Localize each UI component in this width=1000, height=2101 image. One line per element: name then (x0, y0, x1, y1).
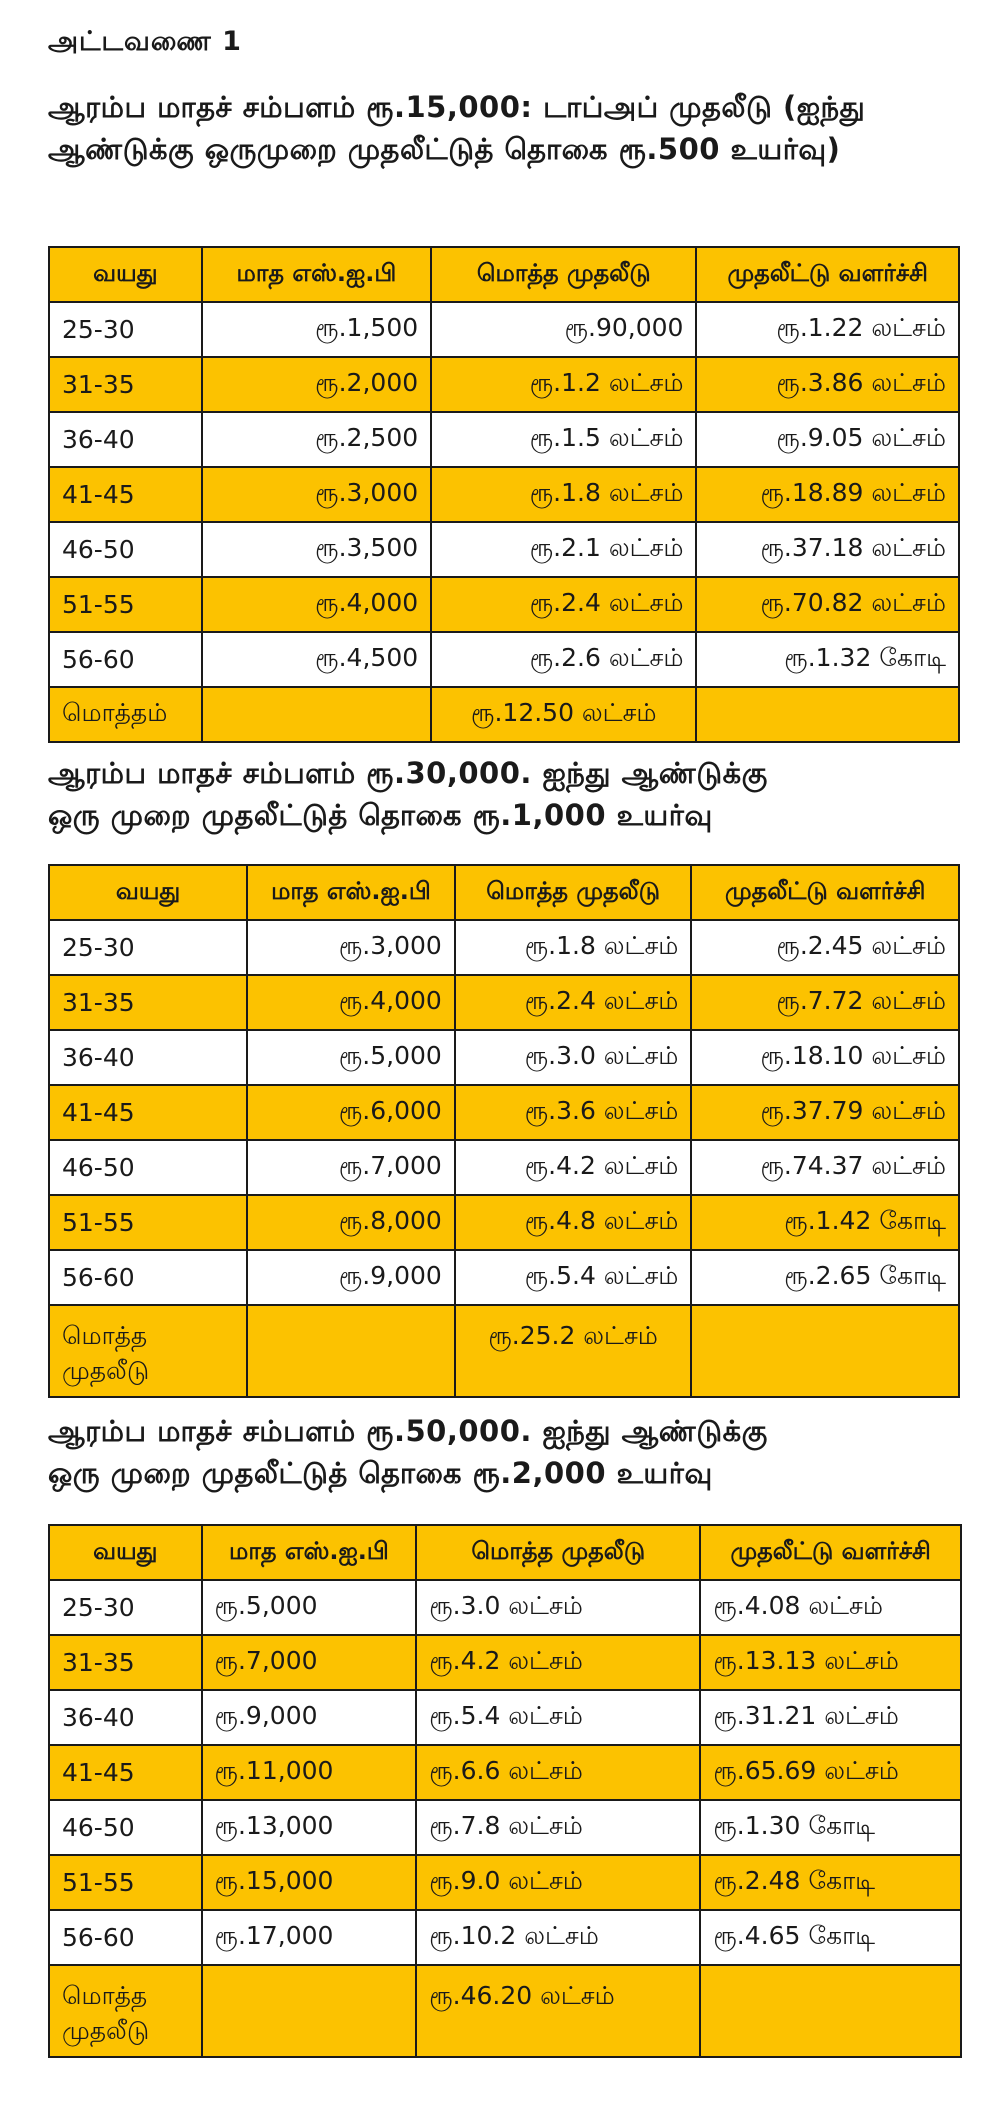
table-row (49, 1580, 961, 1635)
age-cell: 46-50 (49, 1800, 202, 1855)
total-investment-cell: ரூ.1.5 லட்சம் (431, 412, 696, 467)
total-investment-cell: ரூ.9.0 லட்சம் (416, 1855, 700, 1910)
investment-growth-cell: ரூ.31.21 லட்சம் (700, 1690, 961, 1745)
age-cell: 36-40 (49, 1690, 202, 1745)
total-investment-cell: ரூ.90,000 (431, 302, 696, 357)
monthly-sip-cell: ரூ.9,000 (247, 1250, 455, 1305)
table-row (49, 1635, 961, 1690)
age-cell: 36-40 (49, 412, 202, 467)
total-investment-cell: ரூ.2.1 லட்சம் (431, 522, 696, 577)
investment-growth-cell: ரூ.4.08 லட்சம் (700, 1580, 961, 1635)
age-cell: 51-55 (49, 1195, 247, 1250)
table-row (49, 1140, 959, 1195)
monthly-sip-cell: ரூ.9,000 (202, 1690, 417, 1745)
total-investment-cell: ரூ.1.8 லட்சம் (455, 920, 692, 975)
age-cell: 25-30 (49, 920, 247, 975)
total-empty-cell (247, 1305, 455, 1397)
total-label: மொத்த முதலீடு (49, 1965, 202, 2057)
table-row (49, 632, 959, 687)
table-row (49, 1690, 961, 1745)
total-empty-cell (696, 687, 959, 742)
age-cell: 31-35 (49, 1635, 202, 1690)
total-label: மொத்த முதலீடு (49, 1305, 247, 1397)
total-value: ரூ.12.50 லட்சம் (431, 687, 696, 742)
total-label: மொத்தம் (49, 687, 202, 742)
table-row (49, 467, 959, 522)
total-investment-cell: ரூ.2.4 லட்சம் (455, 975, 692, 1030)
table2-heading-line1: ஆரம்ப மாதச் சம்பளம் ரூ.30,000. ஐந்து ஆண்டுக்கு (48, 756, 768, 790)
monthly-sip-cell: ரூ.2,500 (202, 412, 431, 467)
table3-heading-line1: ஆரம்ப மாதச் சம்பளம் ரூ.50,000. ஐந்து ஆண்டுக்கு (48, 1414, 768, 1448)
header-monthly-sip: மாத எஸ்.ஐ.பி (247, 865, 455, 920)
table-row (49, 1800, 961, 1855)
age-cell: 25-30 (49, 1580, 202, 1635)
investment-growth-cell: ரூ.9.05 லட்சம் (696, 412, 959, 467)
total-empty-cell (700, 1965, 961, 2057)
total-investment-cell: ரூ.2.6 லட்சம் (431, 632, 696, 687)
age-cell: 56-60 (49, 1910, 202, 1965)
table-row (49, 1855, 961, 1910)
age-cell: 41-45 (49, 1085, 247, 1140)
monthly-sip-cell: ரூ.11,000 (202, 1745, 417, 1800)
monthly-sip-cell: ரூ.3,000 (202, 467, 431, 522)
age-cell: 46-50 (49, 1140, 247, 1195)
investment-growth-cell: ரூ.70.82 லட்சம் (696, 577, 959, 632)
table-row (49, 1250, 959, 1305)
table-row (49, 975, 959, 1030)
total-investment-cell: ரூ.6.6 லட்சம் (416, 1745, 700, 1800)
age-cell: 56-60 (49, 1250, 247, 1305)
age-cell: 36-40 (49, 1030, 247, 1085)
table-header-row (49, 247, 959, 302)
investment-growth-cell: ரூ.37.18 லட்சம் (696, 522, 959, 577)
header-monthly-sip: மாத எஸ்.ஐ.பி (202, 247, 431, 302)
total-investment-cell: ரூ.2.4 லட்சம் (431, 577, 696, 632)
table-row (49, 920, 959, 975)
table2-heading-line2: ஒரு முறை முதலீட்டுத் தொகை ரூ.1,000 உயர்வு (48, 798, 713, 832)
investment-growth-cell: ரூ.65.69 லட்சம் (700, 1745, 961, 1800)
monthly-sip-cell: ரூ.4,500 (202, 632, 431, 687)
header-total-investment: மொத்த முதலீடு (455, 865, 692, 920)
monthly-sip-cell: ரூ.7,000 (202, 1635, 417, 1690)
total-investment-cell: ரூ.1.2 லட்சம் (431, 357, 696, 412)
total-investment-cell: ரூ.5.4 லட்சம் (416, 1690, 700, 1745)
header-monthly-sip: மாத எஸ்.ஐ.பி (202, 1525, 417, 1580)
total-row (49, 1305, 959, 1397)
monthly-sip-cell: ரூ.8,000 (247, 1195, 455, 1250)
table-row (49, 1195, 959, 1250)
total-investment-cell: ரூ.10.2 லட்சம் (416, 1910, 700, 1965)
header-total-investment: மொத்த முதலீடு (431, 247, 696, 302)
investment-growth-cell: ரூ.1.22 லட்சம் (696, 302, 959, 357)
header-investment-growth: முதலீட்டு வளர்ச்சி (700, 1525, 961, 1580)
table-header-row (49, 865, 959, 920)
age-cell: 46-50 (49, 522, 202, 577)
age-cell: 51-55 (49, 1855, 202, 1910)
monthly-sip-cell: ரூ.1,500 (202, 302, 431, 357)
monthly-sip-cell: ரூ.15,000 (202, 1855, 417, 1910)
monthly-sip-cell: ரூ.4,000 (202, 577, 431, 632)
total-row (49, 687, 959, 742)
total-value: ரூ.25.2 லட்சம் (455, 1305, 692, 1397)
investment-growth-cell: ரூ.1.32 கோடி (696, 632, 959, 687)
table3-heading-line2: ஒரு முறை முதலீட்டுத் தொகை ரூ.2,000 உயர்வு (48, 1456, 713, 1490)
table-row (49, 1085, 959, 1140)
total-investment-cell: ரூ.5.4 லட்சம் (455, 1250, 692, 1305)
monthly-sip-cell: ரூ.5,000 (247, 1030, 455, 1085)
investment-growth-cell: ரூ.18.89 லட்சம் (696, 467, 959, 522)
page-label: அட்டவணை 1 (48, 26, 242, 57)
age-cell: 31-35 (49, 357, 202, 412)
monthly-sip-cell: ரூ.17,000 (202, 1910, 417, 1965)
total-investment-cell: ரூ.4.8 லட்சம் (455, 1195, 692, 1250)
header-investment-growth: முதலீட்டு வளர்ச்சி (696, 247, 959, 302)
sip-table-50000 (48, 1524, 962, 2058)
sip-table-15000 (48, 246, 960, 743)
total-investment-cell: ரூ.3.0 லட்சம் (416, 1580, 700, 1635)
table1-heading: ஆரம்ப மாதச் சம்பளம் ரூ.15,000: டாப்அப் முதலீடு (ஐந்து ஆண்டுக்கு ஒருமுறை முதலீட்டுத் தொகை ரூ.500 உயர்வு) (48, 90, 866, 166)
investment-growth-cell: ரூ.13.13 லட்சம் (700, 1635, 961, 1690)
table-row (49, 357, 959, 412)
total-investment-cell: ரூ.4.2 லட்சம் (455, 1140, 692, 1195)
investment-growth-cell: ரூ.4.65 கோடி (700, 1910, 961, 1965)
header-total-investment: மொத்த முதலீடு (416, 1525, 700, 1580)
header-age: வயது (49, 1525, 202, 1580)
header-investment-growth: முதலீட்டு வளர்ச்சி (691, 865, 959, 920)
monthly-sip-cell: ரூ.2,000 (202, 357, 431, 412)
total-value: ரூ.46.20 லட்சம் (416, 1965, 700, 2057)
table-row (49, 522, 959, 577)
investment-growth-cell: ரூ.37.79 லட்சம் (691, 1085, 959, 1140)
monthly-sip-cell: ரூ.5,000 (202, 1580, 417, 1635)
age-cell: 41-45 (49, 467, 202, 522)
investment-growth-cell: ரூ.2.48 கோடி (700, 1855, 961, 1910)
monthly-sip-cell: ரூ.6,000 (247, 1085, 455, 1140)
investment-growth-cell: ரூ.2.65 கோடி (691, 1250, 959, 1305)
monthly-sip-cell: ரூ.7,000 (247, 1140, 455, 1195)
sip-table-30000 (48, 864, 960, 1398)
header-age: வயது (49, 865, 247, 920)
investment-growth-cell: ரூ.7.72 லட்சம் (691, 975, 959, 1030)
total-investment-cell: ரூ.1.8 லட்சம் (431, 467, 696, 522)
total-empty-cell (202, 1965, 417, 2057)
total-investment-cell: ரூ.4.2 லட்சம் (416, 1635, 700, 1690)
investment-growth-cell: ரூ.1.30 கோடி (700, 1800, 961, 1855)
investment-growth-cell: ரூ.2.45 லட்சம் (691, 920, 959, 975)
total-row (49, 1965, 961, 2057)
investment-growth-cell: ரூ.74.37 லட்சம் (691, 1140, 959, 1195)
investment-growth-cell: ரூ.1.42 கோடி (691, 1195, 959, 1250)
age-cell: 31-35 (49, 975, 247, 1030)
age-cell: 41-45 (49, 1745, 202, 1800)
total-empty-cell (202, 687, 431, 742)
table-row (49, 302, 959, 357)
monthly-sip-cell: ரூ.13,000 (202, 1800, 417, 1855)
table3-heading (48, 1410, 968, 1494)
total-investment-cell: ரூ.7.8 லட்சம் (416, 1800, 700, 1855)
investment-growth-cell: ரூ.18.10 லட்சம் (691, 1030, 959, 1085)
monthly-sip-cell: ரூ.3,500 (202, 522, 431, 577)
age-cell: 56-60 (49, 632, 202, 687)
total-investment-cell: ரூ.3.0 லட்சம் (455, 1030, 692, 1085)
total-investment-cell: ரூ.3.6 லட்சம் (455, 1085, 692, 1140)
table2-heading (48, 752, 968, 836)
table-row (49, 1745, 961, 1800)
age-cell: 51-55 (49, 577, 202, 632)
monthly-sip-cell: ரூ.3,000 (247, 920, 455, 975)
table-row (49, 577, 959, 632)
table-row (49, 1030, 959, 1085)
investment-growth-cell: ரூ.3.86 லட்சம் (696, 357, 959, 412)
age-cell: 25-30 (49, 302, 202, 357)
table-header-row (49, 1525, 961, 1580)
monthly-sip-cell: ரூ.4,000 (247, 975, 455, 1030)
table-row (49, 412, 959, 467)
header-age: வயது (49, 247, 202, 302)
table-row (49, 1910, 961, 1965)
total-empty-cell (691, 1305, 959, 1397)
